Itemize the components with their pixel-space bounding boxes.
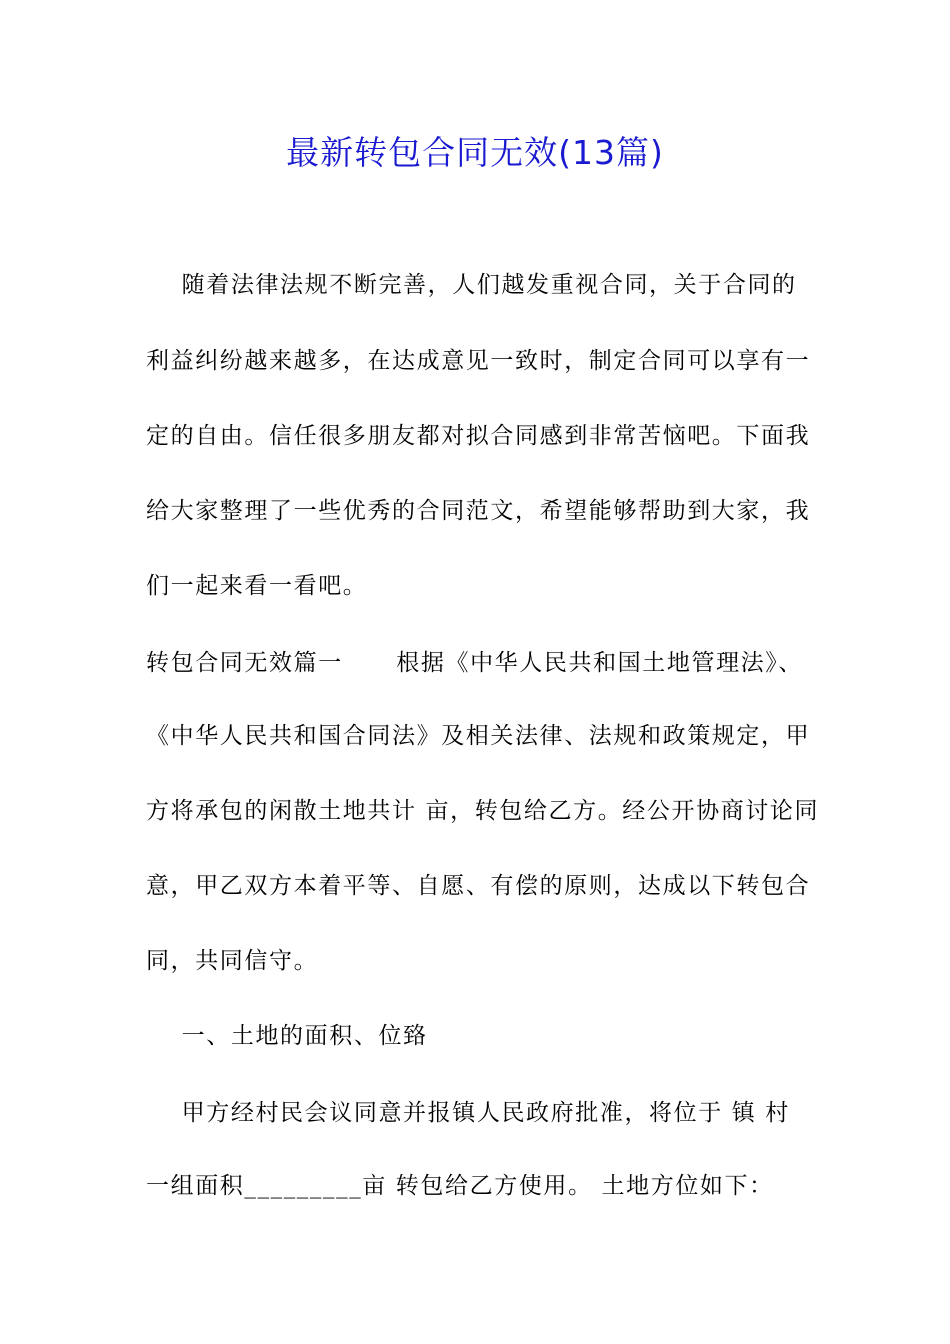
section-heading-line: 转包合同无效篇一 根据《中华人民共和国土地管理法》、 — [146, 650, 803, 676]
paragraph-line: 甲方经村民会议同意并报镇人民政府批准，将位于 镇 村 — [146, 1100, 790, 1126]
paragraph-line: 定的自由。信任很多朋友都对拟合同感到非常苦恼吧。下面我 — [146, 423, 811, 449]
document-title: 最新转包合同无效(13篇) — [286, 133, 664, 172]
paragraph-line: 方将承包的闲散土地共计 亩，转包给乙方。经公开协商讨论同 — [146, 798, 820, 824]
paragraph-line: 随着法律法规不断完善，人们越发重视合同，关于合同的 — [146, 272, 797, 298]
paragraph-line: 《中华人民共和国合同法》及相关法律、法规和政策规定，甲 — [146, 723, 811, 749]
paragraph-line: 利益纠纷越来越多，在达成意见一致时，制定合同可以享有一 — [146, 348, 811, 374]
paragraph-line: 意，甲乙双方本着平等、自愿、有偿的原则，达成以下转包合 — [146, 873, 811, 899]
paragraph-line: 一组面积_________亩 转包给乙方使用。 土地方位如下： — [146, 1173, 774, 1199]
paragraph-line: 给大家整理了一些优秀的合同范文，希望能够帮助到大家，我 — [146, 498, 811, 524]
paragraph-line: 同，共同信守。 — [146, 948, 319, 974]
clause-heading: 一、土地的面积、位臵 — [146, 1023, 428, 1049]
paragraph-line: 们一起来看一看吧。 — [146, 573, 368, 599]
